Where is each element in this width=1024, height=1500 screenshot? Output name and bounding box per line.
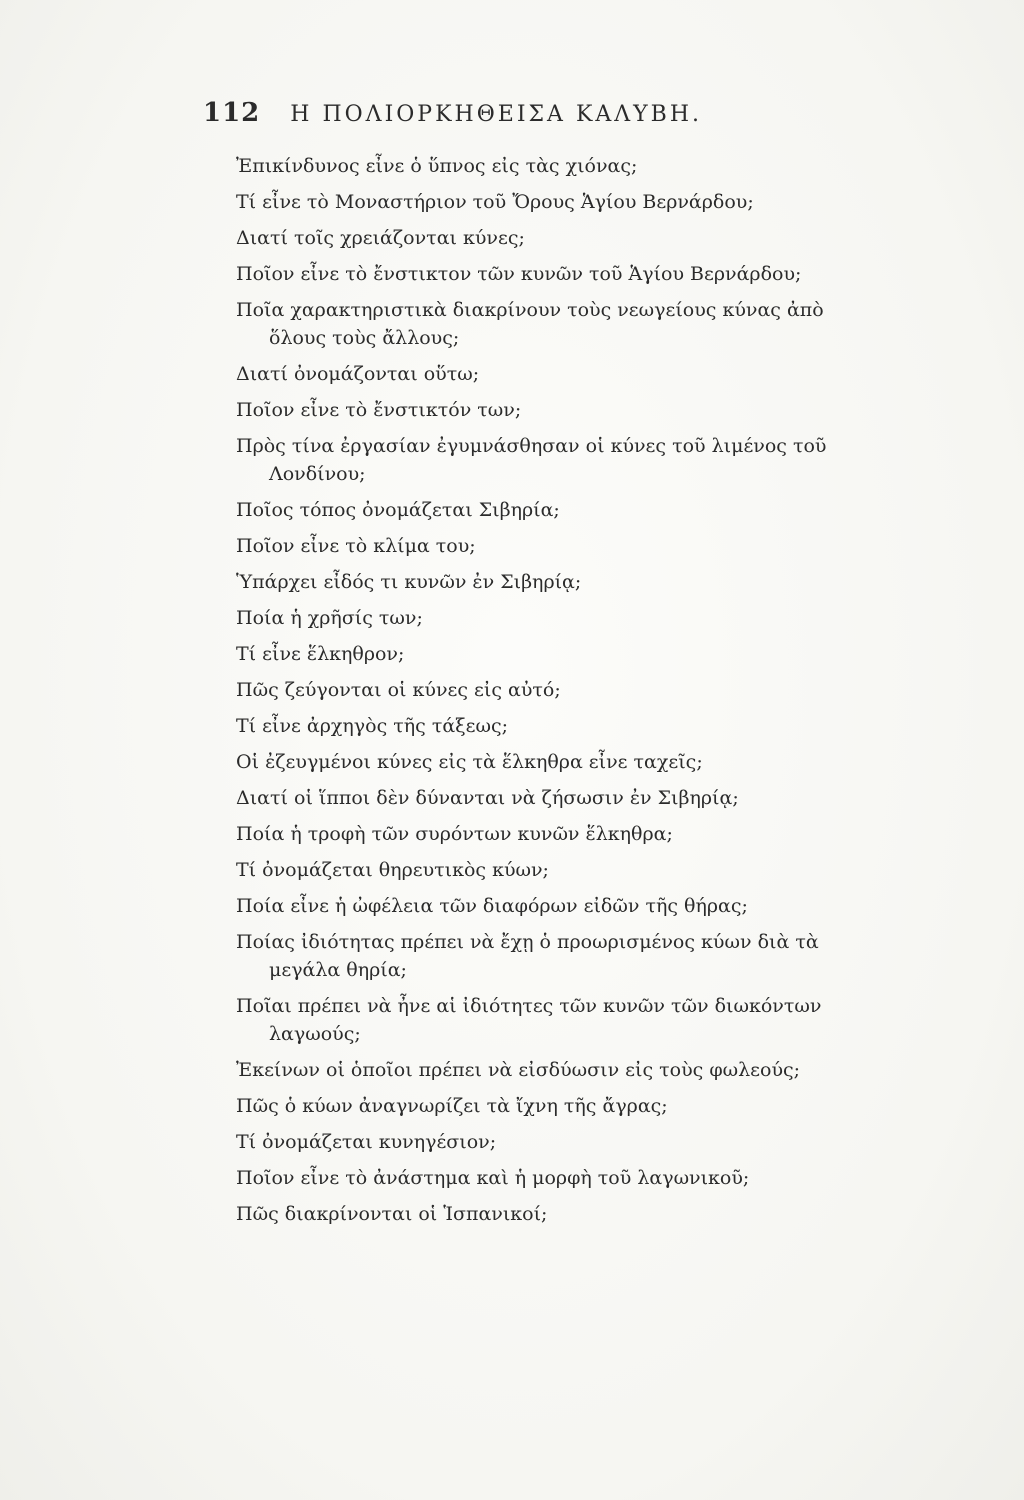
question-line: Ποία ἡ χρῆσίς των; xyxy=(236,607,423,629)
question-continuation: Λονδίνου; xyxy=(269,463,366,485)
question-line: Πῶς ζεύγονται οἱ κύνες εἰς αὐτό; xyxy=(236,679,561,701)
question-line: Ποῖαι πρέπει νὰ ἦνε αἱ ἰδιότητες τῶν κυνῶν τῶν διωκόντων λαγωούς; xyxy=(236,992,886,1048)
question-line: Ποῖος τόπος ὀνομάζεται Σιβηρία; xyxy=(236,499,560,521)
question-line: Διατί ὀνομάζονται οὕτω; xyxy=(236,363,480,385)
question-line: Ποία ἡ τροφὴ τῶν συρόντων κυνῶν ἕλκηθρα; xyxy=(236,823,673,845)
question-line: Διατί οἱ ἵπποι δὲν δύνανται νὰ ζήσωσιν ἐν Σιβηρίᾳ; xyxy=(236,787,739,809)
question-list xyxy=(0,152,1024,1236)
question-line: Τί ὀνομάζεται θηρευτικὸς κύων; xyxy=(236,859,549,881)
question-continuation: μεγάλα θηρία; xyxy=(269,959,407,981)
running-title: Η ΠΟΛΙΟΡΚΗΘΕΙΣΑ ΚΑΛΥΒΗ. xyxy=(290,102,703,127)
question-line: Ὑπάρχει εἶδός τι κυνῶν ἐν Σιβηρίᾳ; xyxy=(236,571,582,593)
question-line: Ποῖον εἶνε τὸ ἀνάστημα καὶ ἡ μορφὴ τοῦ λαγωνικοῦ; xyxy=(236,1167,750,1189)
question-line: Ἐπικίνδυνος εἶνε ὁ ὕπνος εἰς τὰς χιόνας; xyxy=(236,155,638,177)
question-continuation: ὅλους τοὺς ἄλλους; xyxy=(269,327,460,349)
question-line: Ποία εἶνε ἡ ὠφέλεια τῶν διαφόρων εἰδῶν τῆς θήρας; xyxy=(236,895,748,917)
question-line: Πῶς διακρίνονται οἱ Ἱσπανικοί; xyxy=(236,1203,548,1225)
question-line: Τί εἶνε ἀρχηγὸς τῆς τάξεως; xyxy=(236,715,509,737)
question-line: Ποῖον εἶνε τὸ ἔνστικτόν των; xyxy=(236,399,522,421)
question-line: Τί εἶνε τὸ Μοναστήριον τοῦ Ὄρους Ἁγίου Βερνάρδου; xyxy=(236,191,754,213)
page-header xyxy=(203,98,702,128)
question-line: Οἱ ἐζευγμένοι κύνες εἰς τὰ ἕλκηθρα εἶνε ταχεῖς; xyxy=(236,751,703,773)
question-line: Διατί τοῖς χρειάζονται κύνες; xyxy=(236,227,525,249)
question-line: Τί εἶνε ἕλκηθρον; xyxy=(236,643,405,665)
page-number: 112 xyxy=(203,98,261,128)
question-line: Τί ὀνομάζεται κυνηγέσιον; xyxy=(236,1131,497,1153)
question-line: Ποῖον εἶνε τὸ ἔνστικτον τῶν κυνῶν τοῦ Ἁγίου Βερνάρδου; xyxy=(236,263,802,285)
question-line: Ποῖα χαρακτηριστικὰ διακρίνουν τοὺς νεωγείους κύνας ἀπὸ ὅλους τοὺς ἄλλους; xyxy=(236,296,886,352)
question-line: Πῶς ὁ κύων ἀναγνωρίζει τὰ ἴχνη τῆς ἄγρας; xyxy=(236,1095,668,1117)
question-line: Πρὸς τίνα ἐργασίαν ἐγυμνάσθησαν οἱ κύνες τοῦ λιμένος τοῦ Λονδίνου; xyxy=(236,432,886,488)
question-line: Ποῖον εἶνε τὸ κλίμα του; xyxy=(236,535,476,557)
question-continuation: λαγωούς; xyxy=(269,1023,361,1045)
question-line: Ἐκείνων οἱ ὁποῖοι πρέπει νὰ εἰσδύωσιν εἰς τοὺς φωλεούς; xyxy=(236,1059,801,1081)
question-line: Ποίας ἰδιότητας πρέπει νὰ ἔχῃ ὁ προωρισμένος κύων διὰ τὰ μεγάλα θηρία; xyxy=(236,928,886,984)
